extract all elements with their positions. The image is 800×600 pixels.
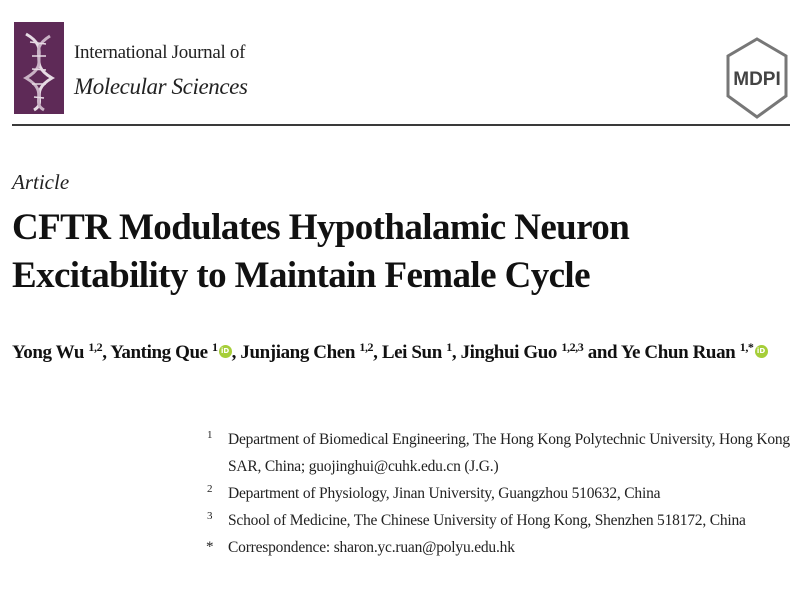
journal-logo — [14, 22, 64, 114]
author-affiliation-marker: 1,* — [739, 340, 754, 354]
affiliation-item — [204, 426, 794, 480]
author-name: Jinghui Guo — [460, 342, 562, 363]
affiliation-text: Department of Physiology, Jinan University, Guangzhou 510632, China — [228, 485, 661, 502]
author-separator: , — [373, 342, 382, 363]
dna-helix-icon — [14, 22, 64, 114]
mdpi-logo-text: MDPI — [733, 69, 781, 90]
article-title: CFTR Modulates Hypothalamic Neuron Excitability to Maintain Female Cycle — [12, 207, 630, 296]
author-affiliation-marker: 1 — [212, 340, 218, 354]
header-divider — [12, 124, 790, 126]
author-affiliation-marker: 1,2 — [88, 340, 103, 354]
author-separator: , — [102, 342, 111, 363]
author-separator: , — [451, 342, 461, 363]
affiliation-item — [204, 507, 794, 534]
author-affiliation-marker: 1 — [446, 340, 452, 354]
author-affiliation-marker: 1,2,3 — [561, 340, 584, 354]
author-name: Yanting Que — [110, 342, 213, 363]
affiliation-marker: 2 — [207, 483, 213, 495]
author-name: Ye Chun Ruan — [620, 342, 740, 363]
affiliation-item — [204, 534, 794, 561]
affiliation-list — [204, 426, 794, 561]
author-name: Junjiang Chen — [240, 342, 360, 363]
author-separator: , — [231, 342, 241, 363]
affiliation-item — [204, 480, 794, 507]
article-type: Article — [12, 170, 70, 194]
affiliation-text: School of Medicine, The Chinese University of Hong Kong, Shenzhen 518172, China — [228, 512, 746, 529]
author-name: Lei Sun — [381, 342, 447, 363]
orcid-icon[interactable]: iD — [219, 345, 232, 358]
author-separator: and — [583, 342, 621, 363]
author-affiliation-marker: 1,2 — [359, 340, 374, 354]
author-list — [12, 340, 792, 364]
affiliation-text: Correspondence: sharon.yc.ruan@polyu.edu.hk — [228, 539, 515, 556]
author-name: Yong Wu — [12, 342, 89, 363]
affiliation-text: Department of Biomedical Engineering, The Hong Kong Polytechnic University, Hong Kong SAR, China; guojinghui@cuhk.edu.cn (J.G.) — [228, 431, 790, 475]
affiliation-marker: 1 — [207, 429, 213, 441]
journal-name-line1: International Journal of — [74, 42, 246, 63]
affiliation-marker: 3 — [207, 510, 213, 522]
affiliation-marker: * — [206, 539, 214, 555]
journal-name-line2: Molecular Sciences — [74, 74, 248, 99]
mdpi-logo — [724, 36, 790, 120]
orcid-icon[interactable]: iD — [755, 345, 768, 358]
